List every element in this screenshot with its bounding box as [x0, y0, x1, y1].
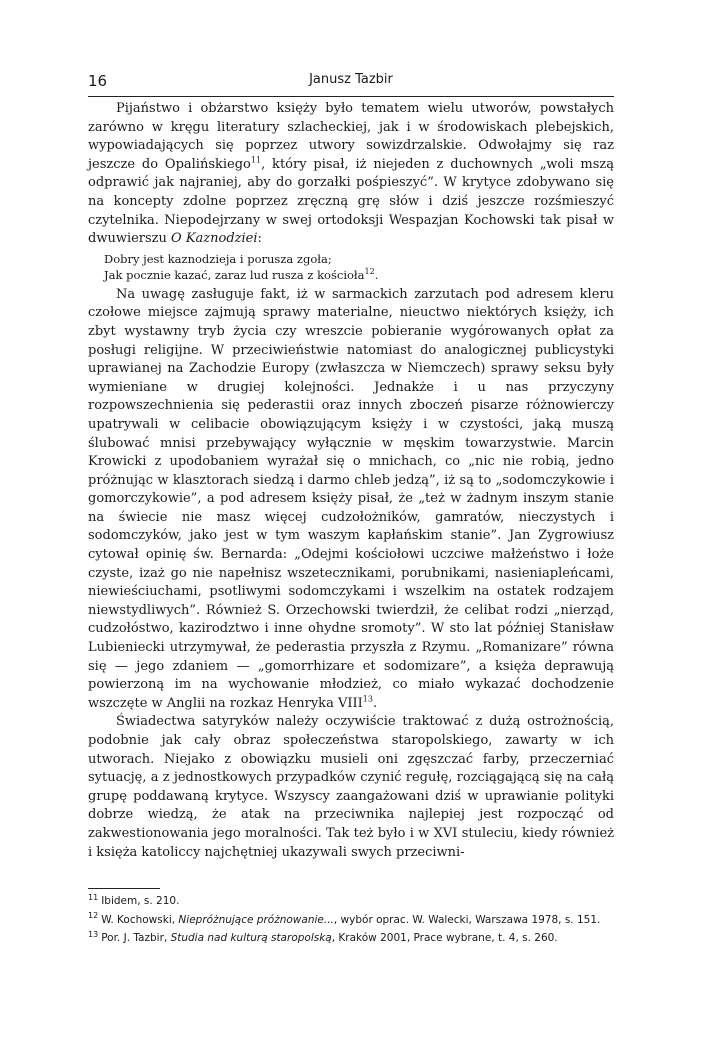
paragraph-text: Na uwagę zasługuje fakt, iż w sarmackich zarzutach pod adresem kleru czołowe miejsce zajmują sprawy materialne, nieuctwo niektórych księży, ich zbyt wystawny tryb życia czy wreszcie pobieranie wygórowanych opłat za posługi religijne. W przeciwieństwie natomiast do analogicznej publicystyki uprawianej na Zachodzie Europy (zwłaszcza w Niemczech) sprawy seksu były wymieniane w drugiej kolejności. Jednakże i u nas przyczyny rozpowszechnienia się pederastii oraz innych zboczeń pisarze różnowierczy upatrywali w celibacie obowiązującym księży i w czystości, jaką muszą ślubować mnisi przebywający wyłącznie w męskim towarzystwie. Marcin Krowicki z upodobaniem wyrażał się o mnichach, co „nic nie robią, jedno próżnując w klasztorach siedzą i darmo chleb jedzą”, iż są to „sodomczykowie i gomorczykowie”, a pod adresem księży pisał, że „też w żadnym inszym stanie na świecie nie masz więcej cudzołożników, gamratów, nieczystych i sodomczyków, jako jest w tym waszym kapłańskim stanie”. Jan Zygrowiusz cytował opinię św. Bernarda: „Odejmi kościołowi uczciwe małżeństwo i łoże czyste, izaż go nie napełnisz wszetecznikami, porubnikami, nasieniaplеńcami, niewieściuchami, psotliwymi sodomczykami i wszelkim na ostatek rodzajem niewstydliwych”. Również S. Orzechowski twierdził, że celibat rodzi „nierząd, cudzołóstwo, kazirodztwo i inne ohydne sromoty”. W sto lat później Stanisław Lubieniecki utrzymywał, że pederastia przyszła z Rzymu. „Romanizare” równa się — jego zdaniem — „gomorrhizare et sodomizare”, a księża deprawują powierzoną im na wychowanie młodzież, co miało wykazać dochodzenie wszczęte w Anglii na rozkaz Henryka VIII: [88, 286, 614, 711]
paragraph-text: Świadectwa satyryków należy oczywiście traktować z dużą ostrożnością, podobnie jak cały obraz społeczeństwa staropolskiego, zawarty w ich utworach. Niejako z obowiązku musieli oni zgęszczać farby, przeczerniać sytuację, a z jednostkowych przypadków czynić regułę, rozciągającą się na całą grupę poddawaną krytyce. Wszyscy zaangażowani dziś w uprawianie polityki dobrze wiedzą, że atak na przeciwnika najlepiej jest rozpocząć od zakwestionowania jego moralności. Tak też było i w XVI stuleciu, kiedy również i księża katoliccy najchętniej ukazywali swych przeciwni-: [88, 714, 614, 860]
paragraph-3: [88, 713, 614, 862]
page-header: [88, 72, 614, 94]
paragraph-1: [88, 100, 614, 249]
verse-line: Dobry jest kaznodzieja i porusza zgoła;: [104, 251, 332, 266]
header-rule: [88, 96, 614, 97]
footnote-ref-13: 13: [362, 694, 373, 704]
page-number: 16: [88, 72, 108, 90]
footnote-rule: [88, 888, 160, 889]
paragraph-text: , który pisał, iż niejeden z duchownych „woli mszą odprawić jak najraniej, aby do gorzałki pośpieszyć”. W krytyce zdobywano się na koncepty zdolne poprzez zręczną grę słów i dziś jeszcze rozśmieszyć czytelnika. Niepodejrzany w swej ortodoksji Wespazjan Kochowski tak pisał w dwuwierszu: [88, 156, 614, 247]
verse-quote: [104, 251, 614, 283]
verse-line: Jak pocznie kazać, zaraz lud rusza z kościoła$^{12}$.: [104, 266, 379, 282]
footnotes: [88, 893, 614, 949]
paragraph-2: [88, 286, 614, 714]
footnote-ref-11: 11: [250, 155, 262, 165]
main-text: [88, 100, 614, 862]
footnote-11: $^{11}$ Ibidem, s. 210.: [88, 892, 180, 907]
footnote-12: $^{12}$ W. Kochowski, Niepróżnujące próżnowanie..., wybór oprac. W. Walecki, Warszawa 1978, s. 151.: [88, 911, 601, 926]
paragraph-text: Pijaństwo i obżarstwo księży było tematem wielu utworów, powstałych zarówno w kręgu literatury szlacheckiej, jak i w środowiskach plebejskich, wypowiadających się poprzez utwory sowizdrzalskie. Odwołajmy się raz jeszcze do Opalińskiego: [88, 101, 614, 172]
footnote-13: $^{13}$ Por. J. Tazbir, Studia nad kulturą staropolską, Kraków 2001, Prace wybrane, t. 4, s. 260.: [88, 929, 558, 944]
running-title: Janusz Tazbir: [309, 72, 393, 87]
work-title: O Kaznodziei: [171, 231, 258, 247]
paragraph-text: .: [372, 695, 378, 711]
paragraph-text: :: [257, 231, 262, 247]
footnote-ref-12: 12: [364, 266, 375, 276]
